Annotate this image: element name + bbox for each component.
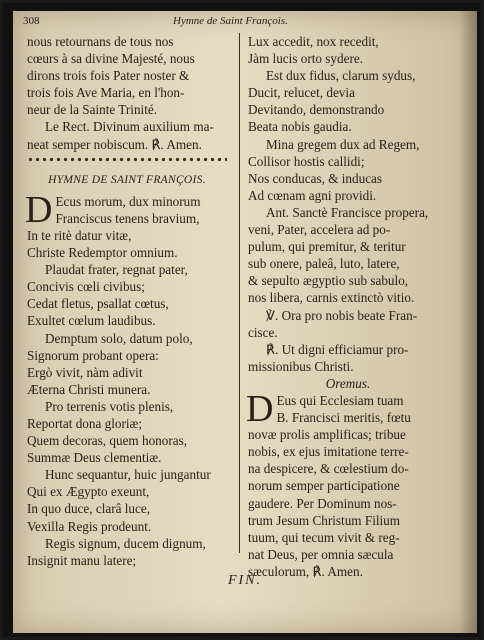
right-column bbox=[248, 33, 448, 580]
ornamental-rule bbox=[27, 156, 227, 166]
verse-line: Lux accedit, nox recedit, bbox=[248, 34, 379, 49]
prayer-line: norum semper participatione bbox=[248, 478, 400, 494]
fin-marker: FIN. bbox=[227, 573, 263, 588]
text-line: trois fois Ave Maria, en l'hon- bbox=[27, 85, 185, 101]
hymn-opening bbox=[25, 188, 227, 231]
verse-line: Vexilla Regis prodeunt. bbox=[27, 518, 152, 534]
verse-line: Reportat dona gloriæ; bbox=[27, 415, 143, 431]
text-line: nous retournans de tous nos bbox=[27, 34, 174, 49]
verse-line: In te ritè datur vitæ, bbox=[27, 227, 132, 243]
text-line: dirons trois fois Pater noster & bbox=[27, 68, 190, 84]
prayer-line: na despicere, & cœlestium do- bbox=[248, 461, 409, 477]
antiphon-line: sub onere, paleâ, luto, latere, bbox=[248, 256, 400, 272]
text-line: neur de la Sainte Trinité. bbox=[27, 102, 158, 118]
antiphon-line: & sepulto ægyptio sub sabulo, bbox=[248, 273, 409, 289]
antiphon-line: pulum, qui premitur, & teritur bbox=[248, 239, 406, 255]
prayer-line: trum Jesum Christum Filium bbox=[248, 512, 401, 528]
verse-line: Nos conducas, & inducas bbox=[248, 170, 383, 186]
verse-line: Hunc sequantur, huic jungantur bbox=[45, 467, 211, 483]
book-page bbox=[13, 11, 477, 633]
verse-line: Cedat fletus, psallat cœtus, bbox=[27, 296, 169, 312]
verse-line: Plaudat frater, regnat pater, bbox=[45, 262, 188, 278]
verse-line: Regis signum, ducem dignum, bbox=[45, 535, 206, 551]
hymn-title: HYMNE DE SAINT FRANÇOIS. bbox=[48, 173, 206, 186]
verse-line: Christe Redemptor omnium. bbox=[27, 245, 178, 261]
text-line: cœurs à sa divine Majesté, nous bbox=[27, 51, 195, 67]
verse-line: Ducit, relucet, devia bbox=[248, 85, 355, 101]
verse-line: Beata nobis gaudia. bbox=[248, 119, 352, 135]
verse-line: Demptum solo, datum polo, bbox=[45, 330, 193, 346]
column-divider bbox=[239, 33, 240, 553]
verse-line: Collisor hostis callidi; bbox=[248, 153, 365, 169]
left-column bbox=[27, 33, 227, 569]
text-line: Ecus morum, dux minorum bbox=[55, 193, 201, 209]
verse-line: Jàm lucis orto sydere. bbox=[248, 51, 363, 67]
verse-line: Insignit manu latere; bbox=[27, 552, 137, 568]
drop-cap: D bbox=[25, 188, 53, 231]
prayer-line: nat Deus, per omnia sæcula bbox=[248, 546, 394, 562]
verse-line: Exultet cœlum laudibus. bbox=[27, 313, 156, 329]
verse-line: Qui ex Ægypto exeunt, bbox=[27, 484, 150, 500]
response-line: ℟. Ut digni efficiamur pro- bbox=[266, 341, 409, 357]
verse-line: Signorum probant opera: bbox=[27, 347, 159, 363]
prayer-opening bbox=[246, 387, 448, 430]
drop-cap: D bbox=[246, 387, 274, 430]
verse-line: Quem decoras, quem honoras, bbox=[27, 433, 188, 449]
text-line: Franciscus tenens bravium, bbox=[55, 210, 200, 226]
antiphon-line: Ant. Sanctè Francisce propera, bbox=[266, 204, 429, 220]
antiphon-line: nos libera, carnis extinctò vitio. bbox=[248, 290, 415, 306]
verse-line: Summæ Deus clementiæ. bbox=[27, 450, 162, 466]
photo-frame bbox=[3, 3, 481, 637]
versicle-line: ℣. Ora pro nobis beate Fran- bbox=[266, 307, 418, 323]
prayer-line: sæculorum, ℟. Amen. bbox=[248, 563, 363, 579]
text-line: Le Rect. Divinum auxilium ma- bbox=[45, 119, 214, 135]
oremus-heading: Oremus. bbox=[325, 375, 371, 391]
verse-line: Est dux fidus, clarum sydus, bbox=[266, 68, 416, 84]
prayer-line: novæ prolis amplificas; tribue bbox=[248, 427, 406, 443]
verse-line: Mina gregem dux ad Regem, bbox=[266, 136, 420, 152]
running-head: Hymne de Saint François. bbox=[173, 15, 288, 27]
antiphon-line: veni, Pater, accelera ad po- bbox=[248, 222, 391, 238]
prayer-line: tuum, qui tecum vivit & reg- bbox=[248, 529, 400, 545]
text-line: neat semper nobiscum. ℟. Amen. bbox=[27, 136, 202, 152]
page-header bbox=[23, 15, 455, 31]
verse-line: Devitando, demonstrando bbox=[248, 102, 385, 118]
verse-line: In quo duce, clarâ luce, bbox=[27, 501, 151, 517]
verse-line: Pro terrenis votis plenis, bbox=[45, 398, 174, 414]
verse-line: Ad cœnam agni providi. bbox=[248, 187, 377, 203]
verse-line: Æterna Christi munera. bbox=[27, 381, 151, 397]
versicle-line: cisce. bbox=[248, 324, 278, 340]
page-spine-shadow bbox=[459, 11, 477, 633]
response-line: missionibus Christi. bbox=[248, 358, 354, 374]
text-line: B. Francisci meritis, fœtu bbox=[276, 410, 411, 426]
page-number: 308 bbox=[23, 15, 40, 27]
verse-line: Ergò vivit, nàm adivit bbox=[27, 364, 143, 380]
text-line: Eus qui Ecclesiam tuam bbox=[276, 392, 404, 408]
prayer-line: nobis, ex ejus imitatione terre- bbox=[248, 444, 409, 460]
verse-line: Concivis cœli civibus; bbox=[27, 279, 145, 295]
prayer-line: gaudere. Per Dominum nos- bbox=[248, 495, 397, 511]
